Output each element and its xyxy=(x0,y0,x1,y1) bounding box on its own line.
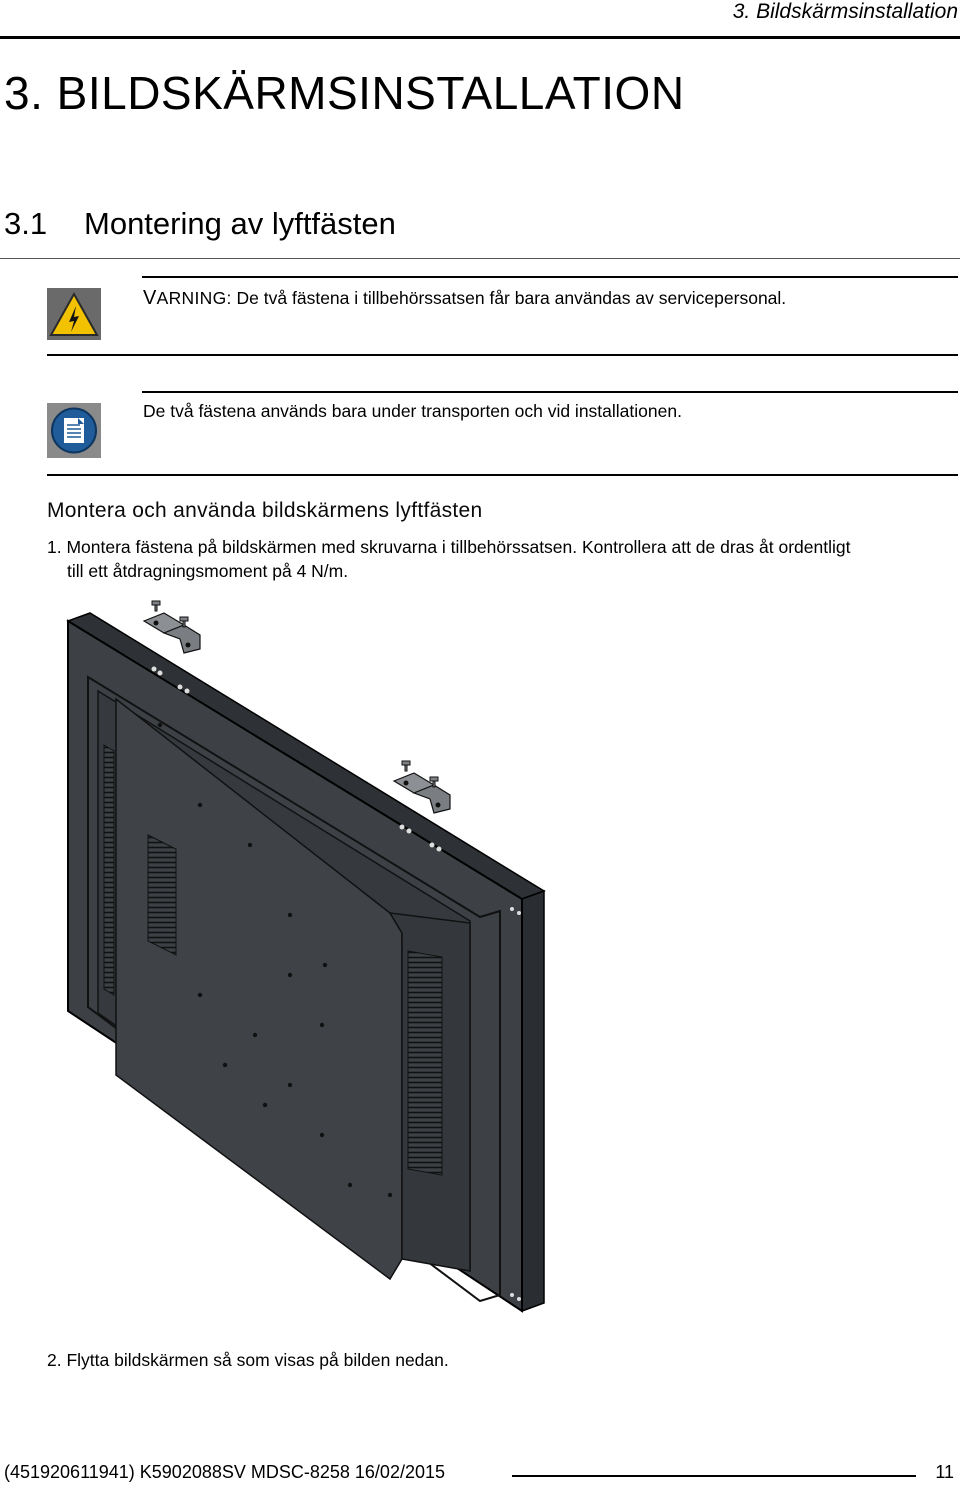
page-number: 11 xyxy=(935,1462,954,1482)
warning-message: De två fästena i tillbehörssatsen får bara användas av servicepersonal. xyxy=(236,288,787,308)
procedure-heading: Montera och använda bildskärmens lyftfästen xyxy=(47,499,483,522)
high-voltage-warning-icon xyxy=(47,288,101,340)
step-1-line-1: 1. Montera fästena på bildskärmen med skruvarna i tillbehörssatsen. Kontrollera att de dras åt ordentligt xyxy=(47,537,851,557)
header-rule xyxy=(0,36,960,39)
note-icon-frame xyxy=(47,403,101,458)
lifting-bracket-1 xyxy=(144,613,200,653)
step-2: 2. Flytta bildskärmen så som visas på bilden nedan. xyxy=(47,1350,449,1370)
section-number: 3.1 xyxy=(4,206,48,241)
display-rear-view-illustration xyxy=(60,595,555,1320)
step-1-line-2: till ett åtdragningsmoment på 4 N/m. xyxy=(67,561,349,581)
left-housing-vent xyxy=(148,835,176,955)
note-text: De två fästena används bara under transporten och vid installationen. xyxy=(143,401,682,421)
note-top-rule xyxy=(142,391,958,393)
note-bottom-rule xyxy=(47,474,958,476)
chapter-title: 3. BILDSKÄRMSINSTALLATION xyxy=(4,67,685,119)
running-header: 3. Bildskärmsinstallation xyxy=(732,0,958,23)
section-rule xyxy=(0,258,960,259)
warning-text xyxy=(143,287,786,310)
left-side-vent xyxy=(104,745,114,995)
warning-top-rule xyxy=(142,276,958,278)
warning-label: VARNING: xyxy=(143,287,232,309)
display-right-edge xyxy=(522,891,544,1311)
note-document-icon xyxy=(47,403,101,458)
warning-icon-frame xyxy=(47,288,101,340)
warning-bottom-rule xyxy=(47,354,958,356)
section-title xyxy=(4,206,396,242)
footer-doc-info: (451920611941) K5902088SV MDSC-8258 16/02/2015 xyxy=(4,1462,445,1482)
footer-rule xyxy=(512,1475,916,1477)
section-heading-text: Montering av lyftfästen xyxy=(84,206,396,241)
right-housing-vent xyxy=(408,951,442,1175)
